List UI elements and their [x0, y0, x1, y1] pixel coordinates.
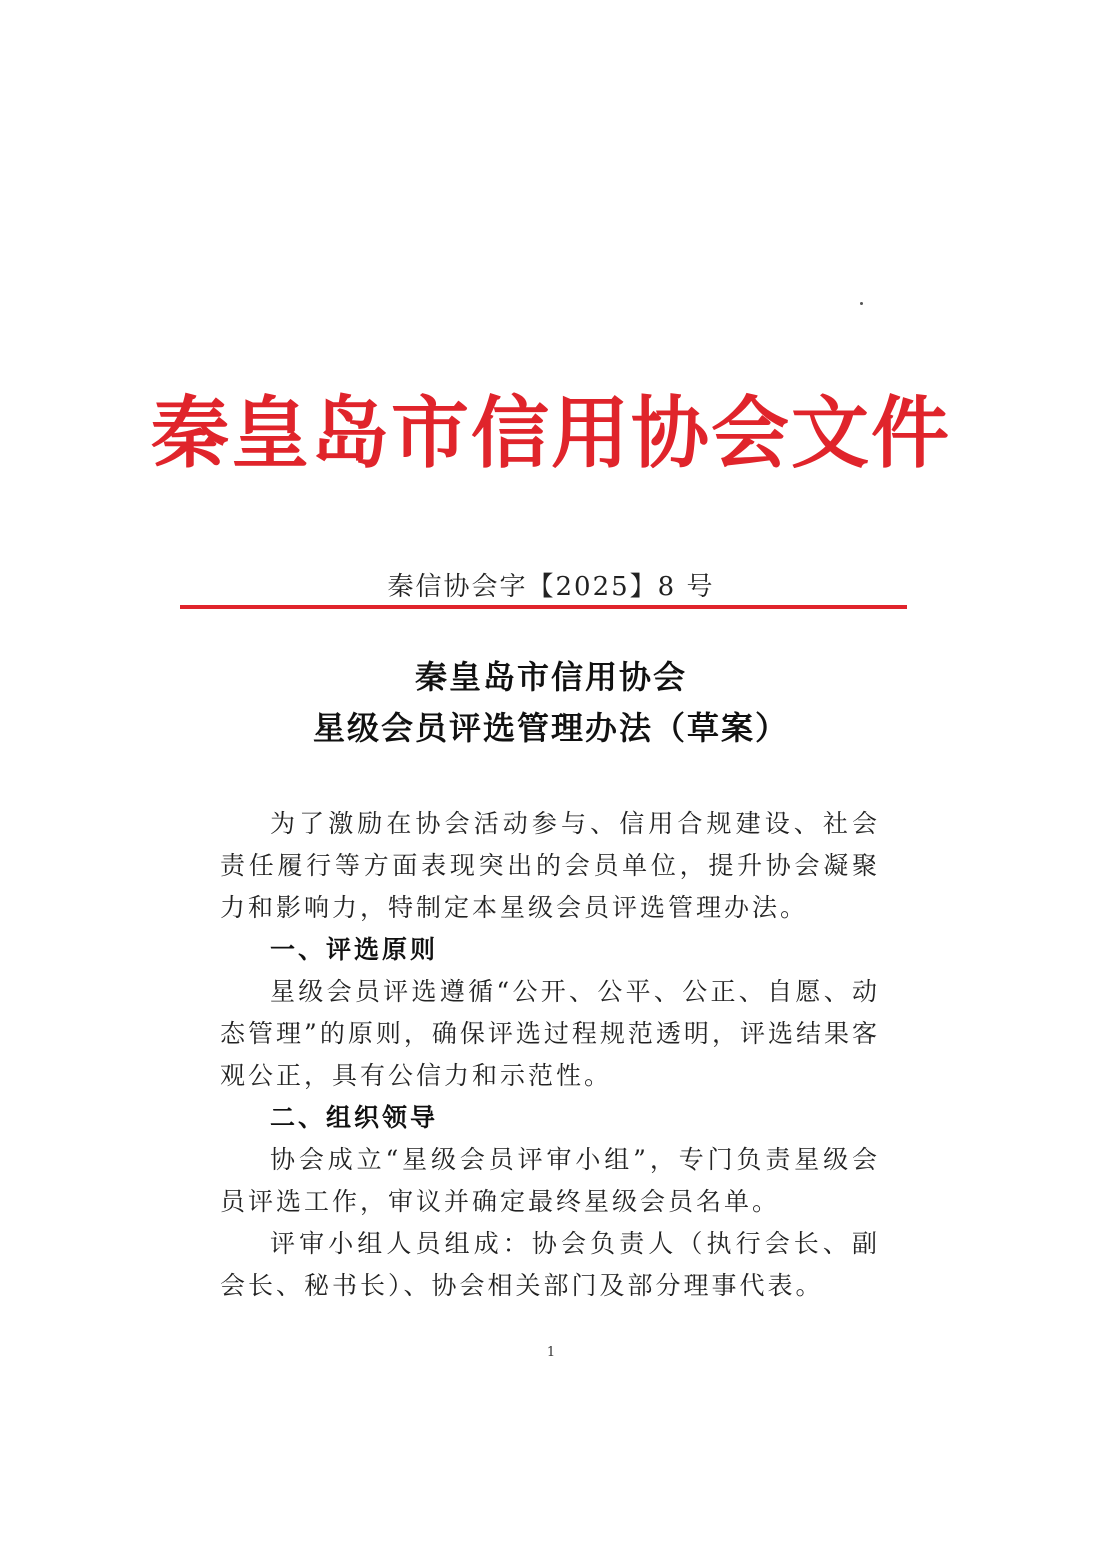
- page-number: 1: [546, 1345, 556, 1360]
- scan-speck: [860, 302, 863, 305]
- document-number: 秦信协会字【2025】8 号: [387, 572, 715, 602]
- red-divider-line: [180, 605, 907, 609]
- section2-paragraph-2: 评审小组人员组成：协会负责人（执行会长、副会长、秘书长）、协会相关部门及部分理事代表。: [220, 1229, 880, 1300]
- masthead-title: 秦皇岛市信用协会文件: [150, 388, 951, 479]
- section2-paragraph-1: 协会成立“星级会员评审小组”，专门负责星级会员评选工作，审议并确定最终星级会员名单。: [220, 1145, 880, 1216]
- document-title-line1: 秦皇岛市信用协会: [414, 658, 687, 696]
- section2-heading: 二、组织领导: [270, 1103, 439, 1132]
- section1-heading: 一、评选原则: [270, 935, 439, 964]
- document-body: [220, 803, 880, 1307]
- intro-paragraph: 为了激励在协会活动参与、信用合规建设、社会责任履行等方面表现突出的会员单位，提升协会凝聚力和影响力，特制定本星级会员评选管理办法。: [220, 809, 880, 922]
- document-title-line2: 星级会员评选管理办法（草案）: [312, 709, 789, 747]
- section1-paragraph: 星级会员评选遵循“公开、公平、公正、自愿、动态管理”的原则，确保评选过程规范透明，评选结果客观公正，具有公信力和示范性。: [220, 977, 880, 1090]
